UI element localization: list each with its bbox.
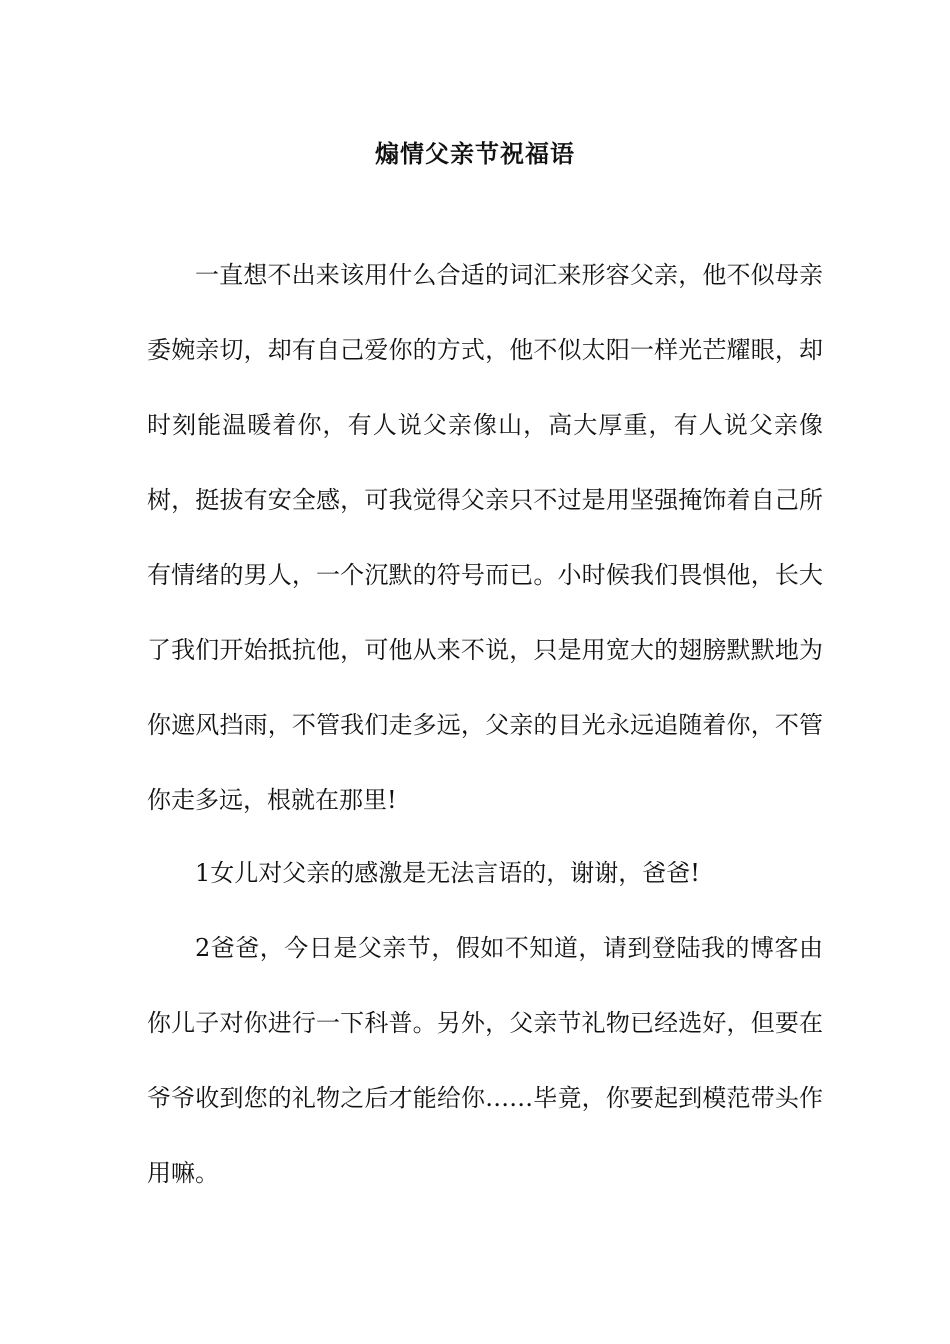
paragraph-wish-2: 2爸爸，今日是父亲节，假如不知道，请到登陆我的博客由你儿子对你进行一下科普。另外，父亲节礼物已经选好，但要在爷爷收到您的礼物之后才能给你……毕竟，你要起到模范带头作用嘛。: [147, 934, 823, 1187]
paragraph-wish-1: 1女儿对父亲的感激是无法言语的，谢谢，爸爸!: [195, 859, 700, 887]
document-title: 煽情父亲节祝福语: [375, 139, 575, 168]
paragraph-intro: 一直想不出来该用什么合适的词汇来形容父亲，他不似母亲委婉亲切，却有自己爱你的方式，他不似太阳一样光芒耀眼，却时刻能温暖着你，有人说父亲像山，高大厚重，有人说父亲像树，挺拔有安全感，可我觉得父亲只不过是用坚强掩饰着自己所有情绪的男人，一个沉默的符号而已。小时候我们畏惧他，长大了我们开始抵抗他，可他从来不说，只是用宽大的翅膀默默地为你遮风挡雨，不管我们走多远，父亲的目光永远追随着你，不管你走多远，根就在那里!: [147, 261, 823, 814]
